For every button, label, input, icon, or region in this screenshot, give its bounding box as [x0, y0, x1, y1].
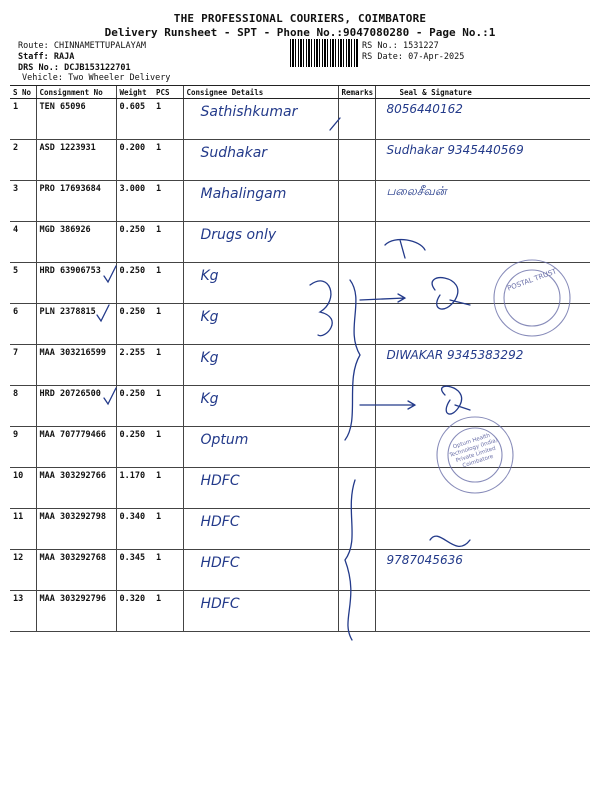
pcs-cell	[153, 140, 183, 181]
consignee-cell	[183, 509, 338, 550]
pcs-value: 1	[156, 102, 162, 112]
sno-value: 12	[13, 553, 24, 563]
consignment-cell	[36, 263, 116, 304]
consignee-cell	[183, 181, 338, 222]
weight-value: 2.255	[119, 348, 146, 358]
sno-cell	[10, 468, 36, 509]
sno-value: 5	[13, 266, 19, 276]
weight-cell	[116, 509, 153, 550]
consignment-value: MGD 386926	[39, 225, 91, 235]
sno-cell	[10, 550, 36, 591]
remarks-cell	[338, 591, 375, 632]
pcs-value: 1	[156, 430, 162, 440]
rs-date-line: RS Date: 07-Apr-2025	[362, 52, 465, 62]
signature-cell	[375, 304, 590, 345]
consignee-cell	[183, 140, 338, 181]
consignee-handwriting: Drugs only	[200, 227, 277, 243]
barcode	[290, 39, 358, 67]
consignment-value: MAA 303292768	[39, 553, 107, 563]
signature-handwriting: 9787045636	[386, 553, 463, 567]
sno-cell	[10, 427, 36, 468]
vehicle-value: Two Wheeler Delivery	[68, 73, 171, 83]
consignment-value: PRO 17693684	[39, 184, 101, 194]
pcs-cell	[153, 591, 183, 632]
pcs-cell	[153, 99, 183, 140]
weight-cell	[116, 99, 153, 140]
vehicle-line: Vehicle: Two Wheeler Delivery	[22, 73, 171, 83]
weight-value: 3.000	[119, 184, 146, 194]
sno-cell	[10, 304, 36, 345]
pcs-value: 1	[156, 553, 162, 563]
consignment-value: HRD 20726500	[39, 389, 101, 399]
weight-value: 0.605	[119, 102, 146, 112]
rs-no-line: RS No.: 1531227	[362, 41, 439, 51]
remarks-cell	[338, 222, 375, 263]
consignee-cell	[183, 591, 338, 632]
pcs-value: 1	[156, 389, 162, 399]
consignee-handwriting: HDFC	[200, 596, 240, 612]
consignment-value: MAA 303292766	[39, 471, 107, 481]
sno-value: 6	[13, 307, 19, 317]
consignee-handwriting: Sathishkumar	[200, 104, 298, 120]
rs-no-value: 1531227	[402, 41, 439, 51]
signature-cell	[375, 140, 590, 181]
remarks-cell	[338, 345, 375, 386]
pcs-cell	[153, 550, 183, 591]
table-row	[10, 468, 590, 509]
consignee-cell	[183, 427, 338, 468]
pcs-value: 1	[156, 512, 162, 522]
weight-cell	[116, 550, 153, 591]
pcs-value: 1	[156, 307, 162, 317]
pcs-cell	[153, 509, 183, 550]
col-consignment: Consignment No	[36, 86, 116, 99]
consignment-value: MAA 303216599	[39, 348, 107, 358]
col-consignee: Consignee Details	[183, 86, 338, 99]
sno-cell	[10, 222, 36, 263]
pcs-value: 1	[156, 266, 162, 276]
signature-cell	[375, 181, 590, 222]
remarks-cell	[338, 550, 375, 591]
consignee-handwriting: Sudhakar	[200, 145, 268, 161]
consignment-value: TEN 65096	[39, 102, 86, 112]
signature-cell	[375, 591, 590, 632]
table-row	[10, 550, 590, 591]
sno-value: 8	[13, 389, 19, 399]
pcs-cell	[153, 181, 183, 222]
pcs-cell	[153, 427, 183, 468]
remarks-cell	[338, 99, 375, 140]
table-row	[10, 222, 590, 263]
weight-value: 0.320	[119, 594, 146, 604]
table-row	[10, 386, 590, 427]
consignee-cell	[183, 550, 338, 591]
consignee-handwriting: Kg	[200, 268, 219, 284]
sno-cell	[10, 386, 36, 427]
stamp-text-postal: POSTAL TRUST	[506, 267, 558, 293]
signature-handwriting: பலைசீவன்	[386, 184, 447, 198]
runsheet-subtitle: Delivery Runsheet - SPT - Phone No.:9047080280 - Page No.:1	[104, 26, 496, 39]
consignee-cell	[183, 386, 338, 427]
sno-cell	[10, 140, 36, 181]
consignee-handwriting: HDFC	[200, 514, 240, 530]
pcs-value: 1	[156, 143, 162, 153]
consignment-cell	[36, 591, 116, 632]
pcs-value: 1	[156, 594, 162, 604]
signature-cell	[375, 509, 590, 550]
pcs-cell	[153, 304, 183, 345]
staff-line: Staff: RAJA	[18, 52, 75, 62]
weight-value: 0.200	[119, 143, 146, 153]
consignment-cell	[36, 386, 116, 427]
consignment-cell	[36, 427, 116, 468]
consignment-value: ASD 1223931	[39, 143, 96, 153]
sno-cell	[10, 591, 36, 632]
signature-cell	[375, 222, 590, 263]
weight-cell	[116, 591, 153, 632]
signature-handwriting: DIWAKAR 9345383292	[386, 348, 524, 362]
consignment-cell	[36, 222, 116, 263]
sno-value: 11	[13, 512, 24, 522]
weight-cell	[116, 386, 153, 427]
consignment-value: HRD 63906753	[39, 266, 101, 276]
sno-cell	[10, 345, 36, 386]
rs-date-value: 07-Apr-2025	[408, 52, 465, 62]
consignee-cell	[183, 99, 338, 140]
consignee-handwriting: Kg	[200, 350, 219, 366]
weight-value: 0.250	[119, 307, 146, 317]
table-row	[10, 304, 590, 345]
consignee-cell	[183, 263, 338, 304]
drs-value: DCJB153122701	[64, 63, 131, 73]
remarks-cell	[338, 181, 375, 222]
col-pcs: PCS	[153, 86, 183, 99]
pcs-cell	[153, 386, 183, 427]
consignee-handwriting: Mahalingam	[200, 186, 287, 202]
remarks-cell	[338, 386, 375, 427]
remarks-cell	[338, 304, 375, 345]
pcs-cell	[153, 468, 183, 509]
pcs-value: 1	[156, 225, 162, 235]
table-row	[10, 509, 590, 550]
consignee-handwriting: Optum	[200, 432, 249, 448]
consignment-value: MAA 707779466	[39, 430, 107, 440]
pcs-value: 1	[156, 184, 162, 194]
consignee-cell	[183, 345, 338, 386]
consignment-cell	[36, 550, 116, 591]
remarks-cell	[338, 468, 375, 509]
weight-cell	[116, 304, 153, 345]
consignment-cell	[36, 99, 116, 140]
remarks-cell	[338, 140, 375, 181]
weight-cell	[116, 345, 153, 386]
signature-cell	[375, 386, 590, 427]
sno-cell	[10, 181, 36, 222]
sno-value: 10	[13, 471, 24, 481]
stamp-text-optum: Optum Health Technology (India) Private Limited Coimbatore	[448, 432, 499, 470]
consignment-cell	[36, 509, 116, 550]
route-value: CHINNAMETTUPALAYAM	[53, 41, 146, 51]
table-header	[10, 86, 590, 99]
sno-value: 7	[13, 348, 19, 358]
consignee-handwriting: HDFC	[200, 555, 240, 571]
weight-value: 0.250	[119, 266, 146, 276]
pcs-value: 1	[156, 471, 162, 481]
sno-value: 13	[13, 594, 24, 604]
weight-value: 0.250	[119, 430, 146, 440]
signature-cell	[375, 468, 590, 509]
remarks-cell	[338, 263, 375, 304]
weight-value: 0.345	[119, 553, 146, 563]
consignment-value: MAA 303292796	[39, 594, 107, 604]
company-title: THE PROFESSIONAL COURIERS, COIMBATORE	[173, 12, 427, 25]
sno-cell	[10, 99, 36, 140]
consignee-handwriting: Kg	[200, 391, 219, 407]
weight-cell	[116, 181, 153, 222]
pcs-cell	[153, 222, 183, 263]
consignee-handwriting: HDFC	[200, 473, 240, 489]
col-sno: S No	[10, 86, 36, 99]
weight-cell	[116, 427, 153, 468]
consignment-cell	[36, 345, 116, 386]
weight-cell	[116, 222, 153, 263]
sno-cell	[10, 509, 36, 550]
col-seal: Seal & Signature	[375, 86, 590, 99]
consignment-cell	[36, 304, 116, 345]
table-row	[10, 181, 590, 222]
staff-value: RAJA	[53, 52, 75, 62]
signature-handwriting: 8056440162	[386, 102, 463, 116]
consignment-value: MAA 303292798	[39, 512, 107, 522]
consignee-cell	[183, 468, 338, 509]
weight-cell	[116, 263, 153, 304]
pcs-cell	[153, 345, 183, 386]
weight-value: 1.170	[119, 471, 146, 481]
weight-cell	[116, 140, 153, 181]
sno-value: 2	[13, 143, 19, 153]
table-row	[10, 140, 590, 181]
sno-value: 4	[13, 225, 19, 235]
table-row	[10, 263, 590, 304]
pcs-value: 1	[156, 348, 162, 358]
table-row	[10, 345, 590, 386]
runsheet-table	[10, 85, 590, 632]
consignee-cell	[183, 222, 338, 263]
sno-value: 9	[13, 430, 19, 440]
sno-value: 3	[13, 184, 19, 194]
consignment-cell	[36, 181, 116, 222]
pcs-cell	[153, 263, 183, 304]
weight-value: 0.250	[119, 225, 146, 235]
signature-cell	[375, 550, 590, 591]
signature-handwriting: Sudhakar 9345440569	[386, 143, 524, 157]
consignment-cell	[36, 140, 116, 181]
signature-cell	[375, 345, 590, 386]
remarks-cell	[338, 427, 375, 468]
consignee-cell	[183, 304, 338, 345]
consignment-value: PLN 2378815	[39, 307, 96, 317]
col-remarks: Remarks	[338, 86, 375, 99]
route-line: Route: CHINNAMETTUPALAYAM	[18, 41, 146, 51]
consignee-handwriting: Kg	[200, 309, 219, 325]
weight-cell	[116, 468, 153, 509]
weight-value: 0.250	[119, 389, 146, 399]
drs-line: DRS No.: DCJB153122701	[18, 63, 131, 73]
sno-cell	[10, 263, 36, 304]
table-row	[10, 99, 590, 140]
weight-value: 0.340	[119, 512, 146, 522]
remarks-cell	[338, 509, 375, 550]
signature-cell	[375, 99, 590, 140]
col-weight: Weight	[116, 86, 153, 99]
sno-value: 1	[13, 102, 19, 112]
table-row	[10, 591, 590, 632]
consignment-cell	[36, 468, 116, 509]
